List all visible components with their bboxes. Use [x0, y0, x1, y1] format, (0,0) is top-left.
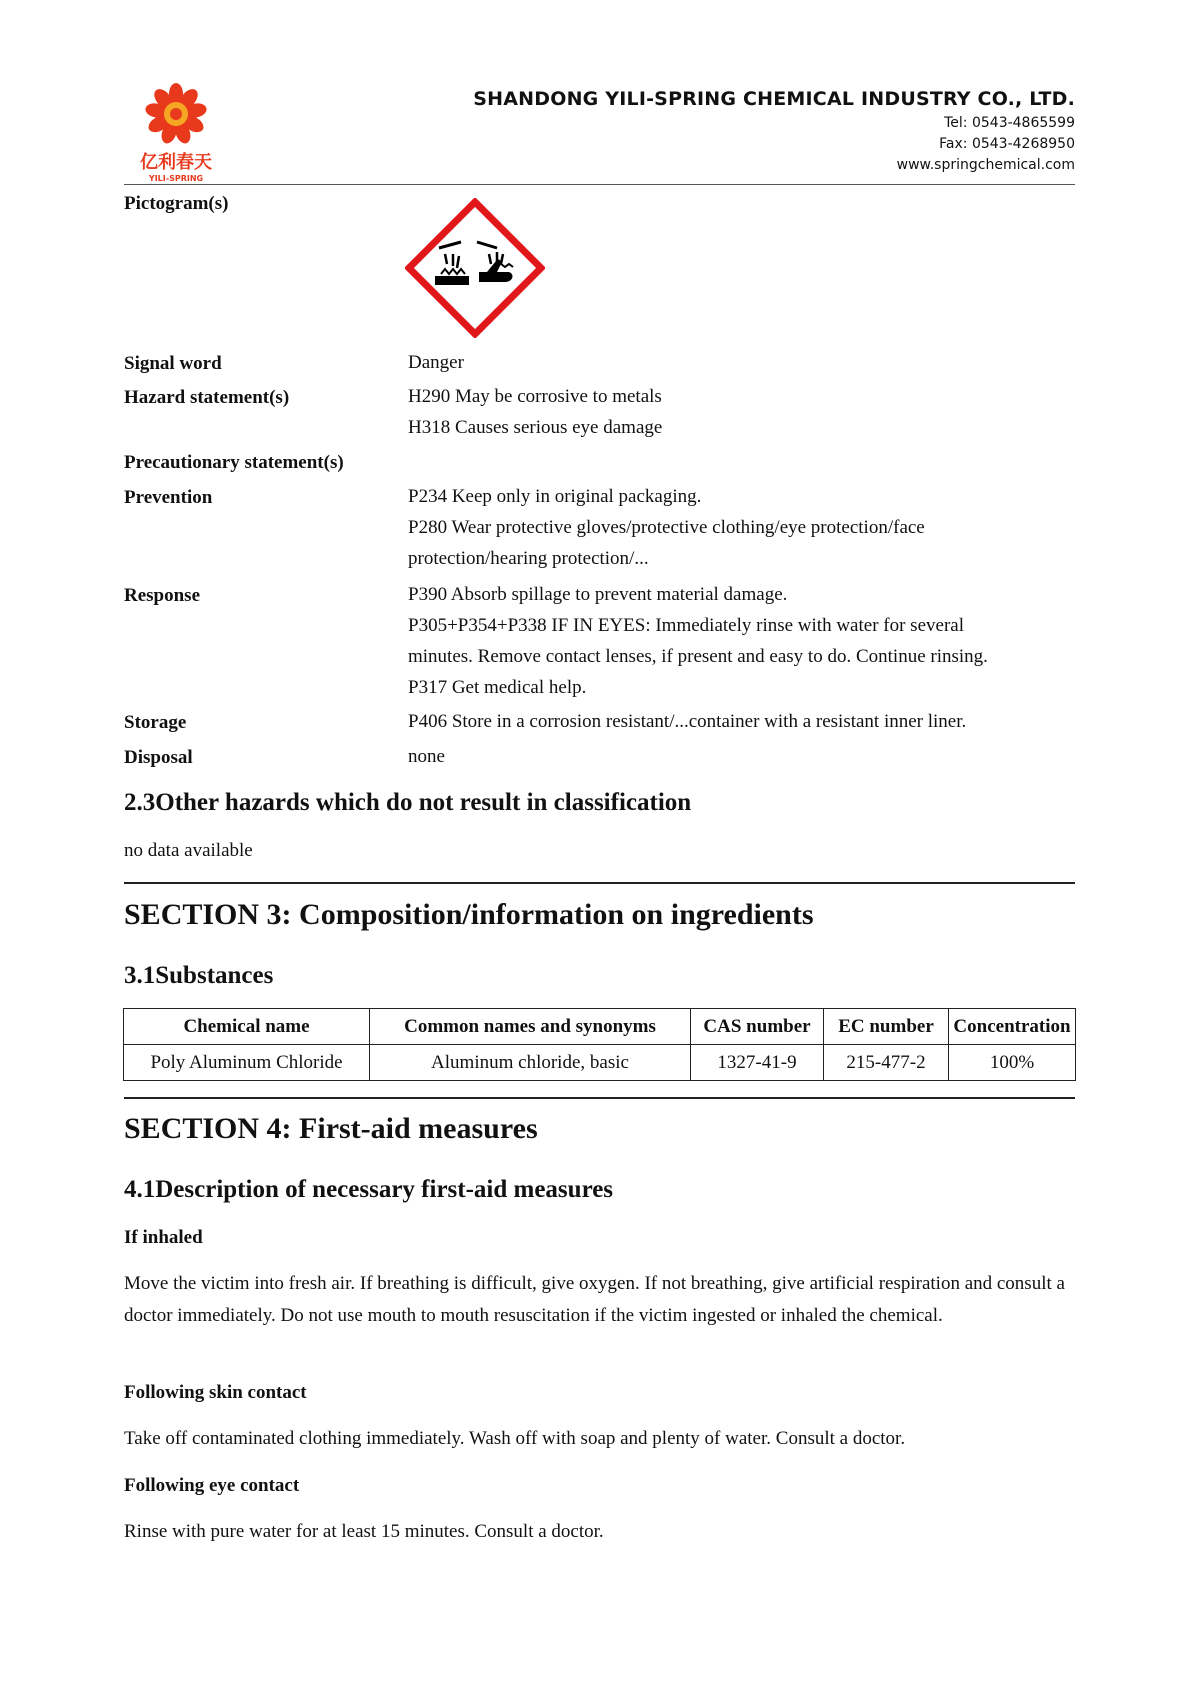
eye-contact-text: Rinse with pure water for at least 15 minutes. Consult a doctor.: [124, 1521, 604, 1542]
eye-contact-label: Following eye contact: [124, 1475, 300, 1496]
precautionary-label: Precautionary statement(s): [124, 452, 344, 473]
col-common-names: Common names and synonyms: [370, 1009, 691, 1045]
section-3-heading: SECTION 3: Composition/information on ingredients: [124, 898, 814, 931]
storage-value: P406 Store in a corrosion resistant/...container with a resistant inner liner.: [408, 711, 967, 732]
response-4: P317 Get medical help.: [408, 677, 587, 698]
skin-contact-label: Following skin contact: [124, 1382, 307, 1403]
inhaled-label: If inhaled: [124, 1227, 203, 1248]
col-concentration: Concentration: [949, 1009, 1076, 1045]
section-2-3-text: no data available: [124, 840, 253, 861]
storage-label: Storage: [124, 712, 187, 733]
company-logo: [138, 80, 228, 188]
header-divider: [124, 184, 1075, 185]
section-divider: [124, 1097, 1075, 1099]
disposal-label: Disposal: [124, 747, 193, 768]
logo-chinese-text: 亿利春天: [140, 152, 212, 173]
signal-word-value: Danger: [408, 352, 464, 373]
section-2-3-heading: 2.3Other hazards which do not result in classification: [124, 789, 692, 816]
corrosive-pictogram-icon: [405, 198, 545, 338]
response-2: P305+P354+P338 IF IN EYES: Immediately rinse with water for several: [408, 615, 964, 636]
section-3-1-heading: 3.1Substances: [124, 962, 274, 989]
section-4-1-heading: 4.1Description of necessary first-aid measures: [124, 1176, 614, 1203]
cell-ec-number: 215-477-2: [824, 1045, 949, 1081]
cell-concentration: 100%: [949, 1045, 1076, 1081]
cell-cas-number: 1327-41-9: [691, 1045, 824, 1081]
table-row: [124, 1045, 1076, 1081]
col-chemical-name: Chemical name: [124, 1009, 370, 1045]
col-cas-number: CAS number: [691, 1009, 824, 1045]
prevention-3: protection/hearing protection/...: [408, 548, 649, 569]
prevention-label: Prevention: [124, 487, 213, 508]
section-4-heading: SECTION 4: First-aid measures: [124, 1112, 538, 1145]
inhaled-text: Move the victim into fresh air. If breathing is difficult, give oxygen. If not breathing, give artificial respiration and consult a doctor immediately. Do not use mouth to mouth resuscitation if the victim ingested or inhaled the chemical.: [124, 1273, 1065, 1326]
company-info: [473, 88, 1075, 173]
col-ec-number: EC number: [824, 1009, 949, 1045]
pictogram-label: Pictogram(s): [124, 193, 229, 214]
hazard-label: Hazard statement(s): [124, 387, 290, 408]
substances-table: [123, 1008, 1076, 1081]
company-tel: Tel: 0543-4865599: [944, 115, 1075, 131]
cell-common-names: Aluminum chloride, basic: [370, 1045, 691, 1081]
response-1: P390 Absorb spillage to prevent material damage.: [408, 584, 788, 605]
table-header-row: [124, 1009, 1076, 1045]
response-label: Response: [124, 585, 201, 606]
disposal-value: none: [408, 746, 445, 767]
company-website: www.springchemical.com: [896, 157, 1075, 173]
signal-word-label: Signal word: [124, 353, 222, 374]
company-name: SHANDONG YILI-SPRING CHEMICAL INDUSTRY CO., LTD.: [473, 88, 1075, 110]
prevention-1: P234 Keep only in original packaging.: [408, 486, 702, 507]
hazard-statement-1: H290 May be corrosive to metals: [408, 386, 662, 407]
prevention-2: P280 Wear protective gloves/protective clothing/eye protection/face: [408, 517, 925, 538]
cell-chemical-name: Poly Aluminum Chloride: [124, 1045, 370, 1081]
logo-english-text: YILI-SPRING: [148, 174, 204, 183]
hazard-statement-2: H318 Causes serious eye damage: [408, 417, 663, 438]
response-3: minutes. Remove contact lenses, if present and easy to do. Continue rinsing.: [408, 646, 988, 667]
skin-contact-text: Take off contaminated clothing immediately. Wash off with soap and plenty of water. Consult a doctor.: [124, 1428, 906, 1449]
section-divider: [124, 882, 1075, 884]
company-fax: Fax: 0543-4268950: [939, 136, 1075, 152]
